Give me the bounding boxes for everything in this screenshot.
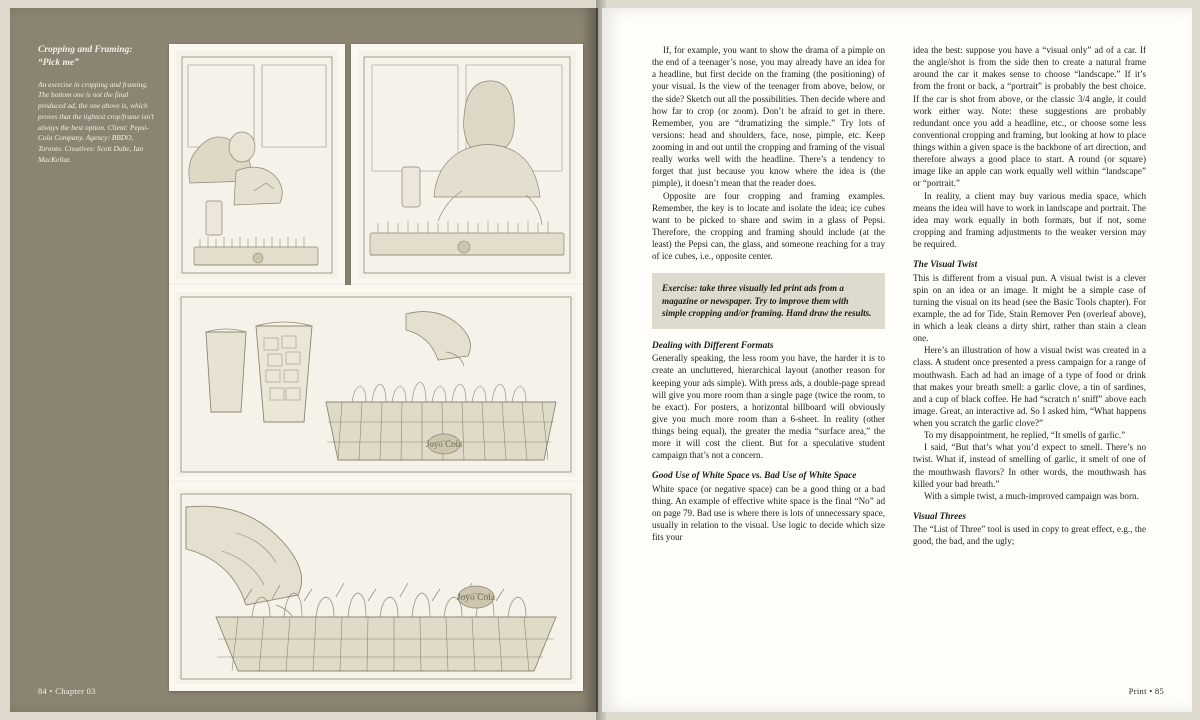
- exercise-box: Exercise: take three visually led print ads from a magazine or newspaper. Try to improve them with simple cropping and/or framing. Hand draw the results.: [652, 273, 885, 329]
- paragraph: In reality, a client may buy various media space, which means the idea will have to work in landscape and portrait. The idea may work equally in both formats, but if not, some cropping and framing adjustments to the weaker version may be required.: [913, 190, 1146, 249]
- paragraph: To my disappointment, he replied, “It smells of garlic.”: [924, 430, 1126, 441]
- paragraph: Opposite are four cropping and framing examples. Remember, the key is to locate and isolate the idea; ice cubes want to be picked to share and swim in a glass of Pepsi. Therefore, the cropping and framing should include (at the least) the Pepsi can, the glass, and someone reaching for a tray of ice cubes, i.e., opposite center.: [652, 190, 885, 262]
- paragraph: The “List of Three” tool is used in copy to great effect, e.g., the good, the bad, and the ugly;: [913, 524, 1146, 547]
- paragraph: White space (or negative space) can be a good thing or a bad thing. An example of effective white space is the final “No” ad on page 79. Bad use is where there is lots of unnecessary space, usually in relation to the visual. Use logic to decide which size fits your: [652, 483, 885, 543]
- folio-right: Print • 85: [1128, 686, 1164, 696]
- paragraph: Here’s an illustration of how a visual twist was created in a class. A student once presented a press campaign for a range of mouthwash. Each ad had an image of a type of food or drink that makes your breath smell: a garlic clove, a tin of sardines, and a cup of black coffee. He had “scratch n’ sniff” above each image. Great, an interactive ad. So I asked him, “What happens when you scratch the garlic clove?”: [913, 345, 1146, 429]
- brand-label: Joyo Cola: [425, 439, 463, 449]
- folio-left: 84 • Chapter 03: [38, 686, 96, 696]
- left-page: [10, 8, 598, 712]
- paragraph: If, for example, you want to show the drama of a pimple on the end of a teenager’s nose, you may already have an idea for a headline, but first decide on the framing (the positioning) of your visual. Is the view of the teenager from above, below, or the side? Sketch out all the possibilities. Then decide where and how far to crop (or zoom). Don’t be afraid to get in there. Remember, you are “dramatizing the simple.” Try lots of versions: head and shoulders, face, nose, pimple, etc. Keep zooming in and out until the cropping and framing of the visual really works well with the headline. There’s a tendency to forget that just because you know where the idea is (the pimple), it doesn’t mean that the reader does.: [652, 45, 885, 189]
- caption-body: An exercise in cropping and framing. The bottom one is not the final produced ad, the one above is, which proves that the tightest crop/frame isn’t always the best option. Client: Pepsi-Cola Company. Agency: BBDO, Toronto. Creatives: Scott Dube, Ian MacKellar.: [38, 79, 154, 164]
- paragraph: This is different from a visual pun. A visual twist is a clever spin on an idea or an image. It might be a simple case of turning the visual on its head (see the Basic Tools chapter). For example, the ad for Tide, Stain Remover Pen (overleaf above), in which a leak cleans a dirty shirt, rather than stain a clean one.: [913, 272, 1146, 344]
- brand-label: Joyo Cola: [456, 593, 496, 603]
- section-heading: Good Use of White Space vs. Bad Use of White Space: [652, 471, 857, 482]
- figure-caption: [38, 44, 156, 166]
- paragraph: Generally speaking, the less room you have, the harder it is to create an uncluttered, hierarchical layout (another reason for keeping your ads simple). With press ads, a double-page spread will give you more room than a single page (twice the room, to be exact). For posters, a horizontal billboard will obviously give you much more room than a 6-sheet. In reality (other things being equal), the greater the media “surface area,” the more it will cost the client. But for a speculative student campaign that’s not a concern.: [652, 353, 885, 461]
- paragraph: I said, “But that’s what you’d expect to smell. There’s no twist. What if, instead of smelling of garlic, it smelt of one of the mouthwash flavors? In other words, the mouthwash has killed your bad breath.”: [913, 442, 1146, 489]
- illustration-hand-reaching-tray: [169, 482, 583, 691]
- column-right: [913, 44, 1146, 654]
- column-left: [652, 44, 885, 654]
- illustration-teenager-pimple: [169, 44, 345, 286]
- body-columns: [652, 44, 1146, 654]
- right-page: [602, 8, 1192, 712]
- paragraph: idea the best: suppose you have a “visual only” ad of a car. If the angle/shot is from the side then to create a natural frame around the car it makes sense to choose “landscape.” If it’s from the front or back, a “portrait” is probably the best choice. If the car is shot from above, or the classic 3/4 angle, it could work either way. Note: these suggestions are probably redundant once you add a headline, etc., or choose some less conventional cropping and framing, but looking at how to place things within a given space is the backbone of art direction, and therefore always a good place to start. A round (or square) image like an apple can work equally well within “landscape” or “portrait.”: [913, 45, 1146, 189]
- illustration-woman-at-table: [351, 44, 583, 286]
- illustration-glasses-and-tray: [169, 285, 583, 484]
- caption-title: Cropping and Framing: “Pick me”: [38, 45, 133, 68]
- paragraph: With a simple twist, a much-improved campaign was born.: [924, 490, 1139, 501]
- section-heading: Dealing with Different Formats: [652, 340, 774, 351]
- section-heading: The Visual Twist: [913, 260, 978, 271]
- section-heading: Visual Threes: [913, 511, 966, 522]
